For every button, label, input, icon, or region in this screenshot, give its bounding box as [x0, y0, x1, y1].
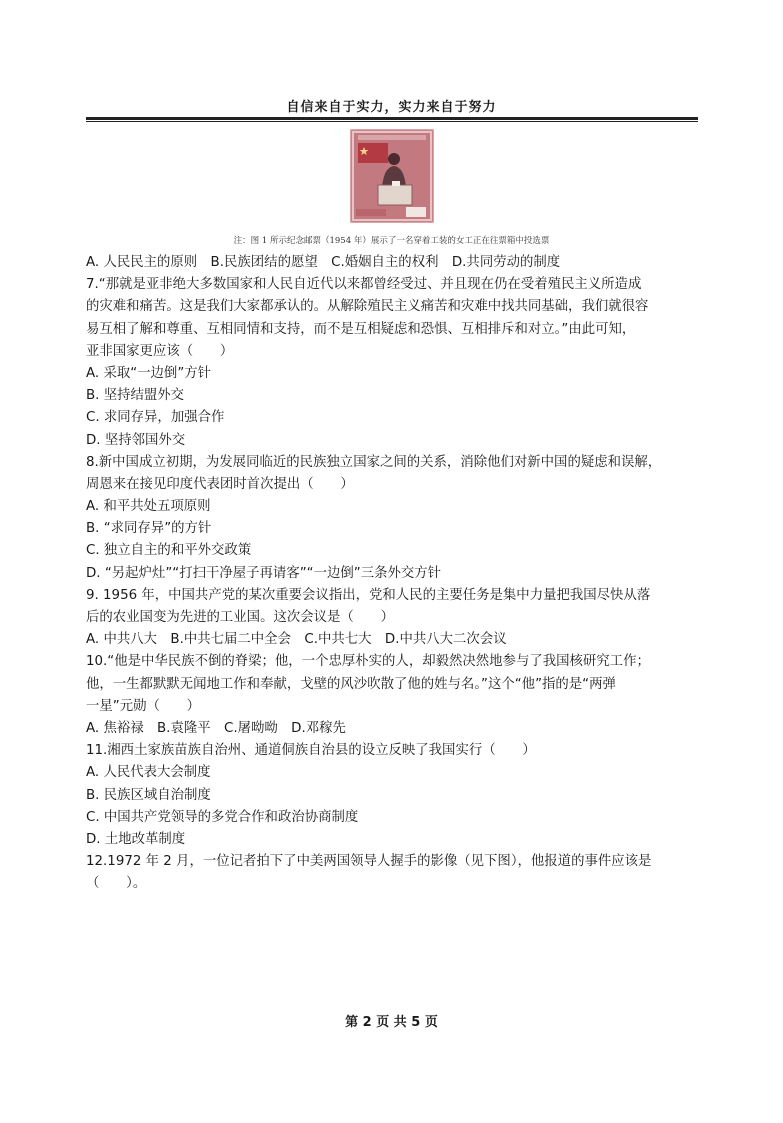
commemorative-stamp-image — [350, 129, 434, 223]
text-line: 一星”元勋（ ） — [86, 698, 201, 714]
stamp-caption: 注：图 1 所示纪念邮票（1954 年）展示了一名穿着工装的女工正在往票箱中投选票 — [233, 236, 550, 246]
text-line: 后的农业国变为先进的工业国。这次会议是（ ） — [86, 610, 394, 625]
text-line: A. 人民代表大会制度 — [86, 765, 211, 781]
text-line: 的灾难和痛苦。这是我们大家都承认的。从解除殖民主义痛苦和灾难中找共同基础，我们就很容 — [86, 299, 649, 315]
text-line: C. 中国共产党领导的多党合作和政治协商制度 — [86, 809, 359, 825]
header-rule-thin — [86, 121, 698, 122]
text-line: B. “求同存异”的方针 — [86, 521, 212, 537]
text-line: 11.湘西土家族苗族自治州、通道侗族自治县的设立反映了我国实行（ ） — [86, 743, 536, 759]
text-line: 7.“那就是亚非绝大多数国家和人民自近代以来都曾经受过、并且现在仍在受着殖民主义所造成 — [86, 277, 642, 293]
page-number-footer: 第 2 页 共 5 页 — [345, 1015, 438, 1030]
stamp-illustration — [350, 129, 434, 223]
text-line: A. 焦裕禄 B.袁隆平 C.屠呦呦 D.邓稼先 — [86, 720, 346, 736]
text-line: B. 民族区域自治制度 — [86, 787, 211, 803]
text-line: 亚非国家更应该（ ） — [86, 343, 234, 359]
text-line: A. 中共八大 B.中共七届二中全会 C.中共七大 D.中共八大二次会议 — [86, 632, 507, 648]
page-header-title: 自信来自于实力，实力来自于努力 — [286, 100, 497, 115]
text-line: B. 坚持结盟外交 — [86, 388, 185, 404]
text-line: 周恩来在接见印度代表团时首次提出（ ） — [86, 476, 354, 492]
header-rule-thick — [86, 117, 698, 120]
text-line: 8.新中国成立初期，为发展同临近的民族独立国家之间的关系，消除他们对新中国的疑虑和误解， — [86, 454, 662, 470]
text-line: D. 土地改革制度 — [86, 831, 186, 847]
text-line: D. 坚持邻国外交 — [86, 432, 186, 448]
text-line: 9. 1956 年，中国共产党的某次重要会议指出，党和人民的主要任务是集中力量把我国尽快从落 — [86, 587, 651, 603]
text-line: A. 和平共处五项原则 — [86, 499, 211, 515]
text-line: D. “另起炉灶”“打扫干净屋子再请客”“一边倒”三条外交方针 — [86, 565, 442, 581]
text-line: 12.1972 年 2 月，一位记者拍下了中美两国领导人握手的影像（见下图），他报道的事件应该是 — [86, 854, 652, 870]
text-line: 10.“他是中华民族不倒的脊梁；他，一个忠厚朴实的人，却毅然决然地参与了我国核研究工作； — [86, 654, 650, 670]
text-line: C. 求同存异，加强合作 — [86, 410, 225, 426]
text-line: A. 人民民主的原则 B.民族团结的愿望 C.婚姻自主的权利 D.共同劳动的制度 — [86, 255, 561, 270]
text-line: 他，一生都默默无闻地工作和奉献，戈壁的风沙吹散了他的姓与名。”这个“他”指的是“两弹 — [86, 676, 616, 692]
text-line: 易互相了解和尊重、互相同情和支持，而不是互相疑虑和恐惧、互相排斥和对立。”由此可知， — [86, 321, 636, 337]
text-line: A. 采取“一边倒”方针 — [86, 365, 212, 381]
text-line: （ ）。 — [86, 876, 147, 892]
text-line: C. 独立自主的和平外交政策 — [86, 543, 252, 559]
question-content — [86, 252, 704, 895]
